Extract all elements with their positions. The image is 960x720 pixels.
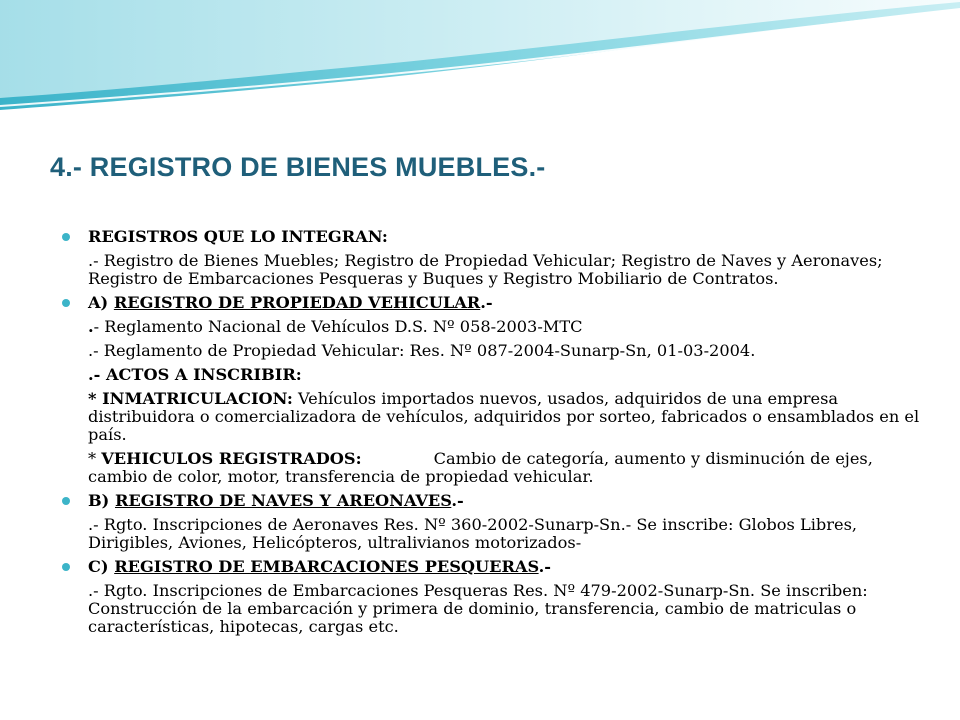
section-b-title: REGISTRO DE NAVES Y AREONAVES — [114, 491, 452, 510]
section-a-line2: .- Reglamento de Propiedad Vehicular: Res. Nº 087-2004-Sunarp-Sn, 01-03-2004. — [88, 341, 756, 360]
list-item — [62, 492, 924, 510]
section-a-line1: .- Reglamento Nacional de Vehículos D.S. Nº 058-2003-MTC — [88, 317, 583, 336]
section-b-text: .- Rgto. Inscripciones de Aeronaves Res. Nº 360-2002-Sunarp-Sn.- Se inscribe: Globos Libres, Dirigibles, Aviones, Helicópteros, ultralivianos motorizados- — [88, 515, 858, 552]
section-c-prefix: C) — [88, 557, 115, 576]
registros-text: .- Registro de Bienes Muebles; Registro de Propiedad Vehicular; Registro de Naves y Aeronaves; Registro de Embarcaciones Pesqueras y Buques y Registro Mobiliario de Contratos. — [88, 251, 883, 288]
registros-heading: REGISTROS QUE LO INTEGRAN: — [88, 227, 388, 246]
section-b-suffix: .- — [451, 491, 464, 510]
section-a-title: REGISTRO DE PROPIEDAD VEHICULAR — [113, 293, 481, 312]
list-item — [62, 558, 924, 576]
bullet-icon — [62, 497, 70, 505]
bullet-icon — [62, 233, 70, 241]
section-c-suffix: .- — [538, 557, 551, 576]
section-c-title: REGISTRO DE EMBARCACIONES PESQUERAS — [114, 557, 539, 576]
page-title: 4.- REGISTRO DE BIENES MUEBLES.- — [50, 152, 546, 182]
list-item — [62, 294, 924, 312]
header-wave-decoration — [0, 0, 960, 120]
bullet-icon — [62, 299, 70, 307]
bullet-icon — [62, 563, 70, 571]
section-c-text: .- Rgto. Inscripciones de Embarcaciones Pesqueras Res. Nº 479-2002-Sunarp-Sn. Se inscriben: Construcción de la embarcación y primera de dominio, transferencia, cambio de matriculas o características, hipotecas, cargas etc. — [88, 581, 868, 636]
inmatriculacion-text: * INMATRICULACION: Vehículos importados nuevos, usados, adquiridos de una empresa distribuidora o comercializadora de vehículos, adquiridos por sorteo, fabricados o ensamblados en el país. — [88, 389, 920, 444]
section-a-prefix: A) — [88, 293, 114, 312]
slide-body — [62, 228, 924, 642]
section-a-suffix: .- — [480, 293, 493, 312]
section-a-actos: .- ACTOS A INSCRIBIR: — [88, 365, 302, 384]
vehiculos-registrados-text: * VEHICULOS REGISTRADOS: Cambio de categoría, aumento y disminución de ejes, cambio de color, motor, transferencia de propiedad vehicular. — [88, 449, 873, 486]
list-item — [62, 228, 924, 246]
section-b-prefix: B) — [88, 491, 115, 510]
